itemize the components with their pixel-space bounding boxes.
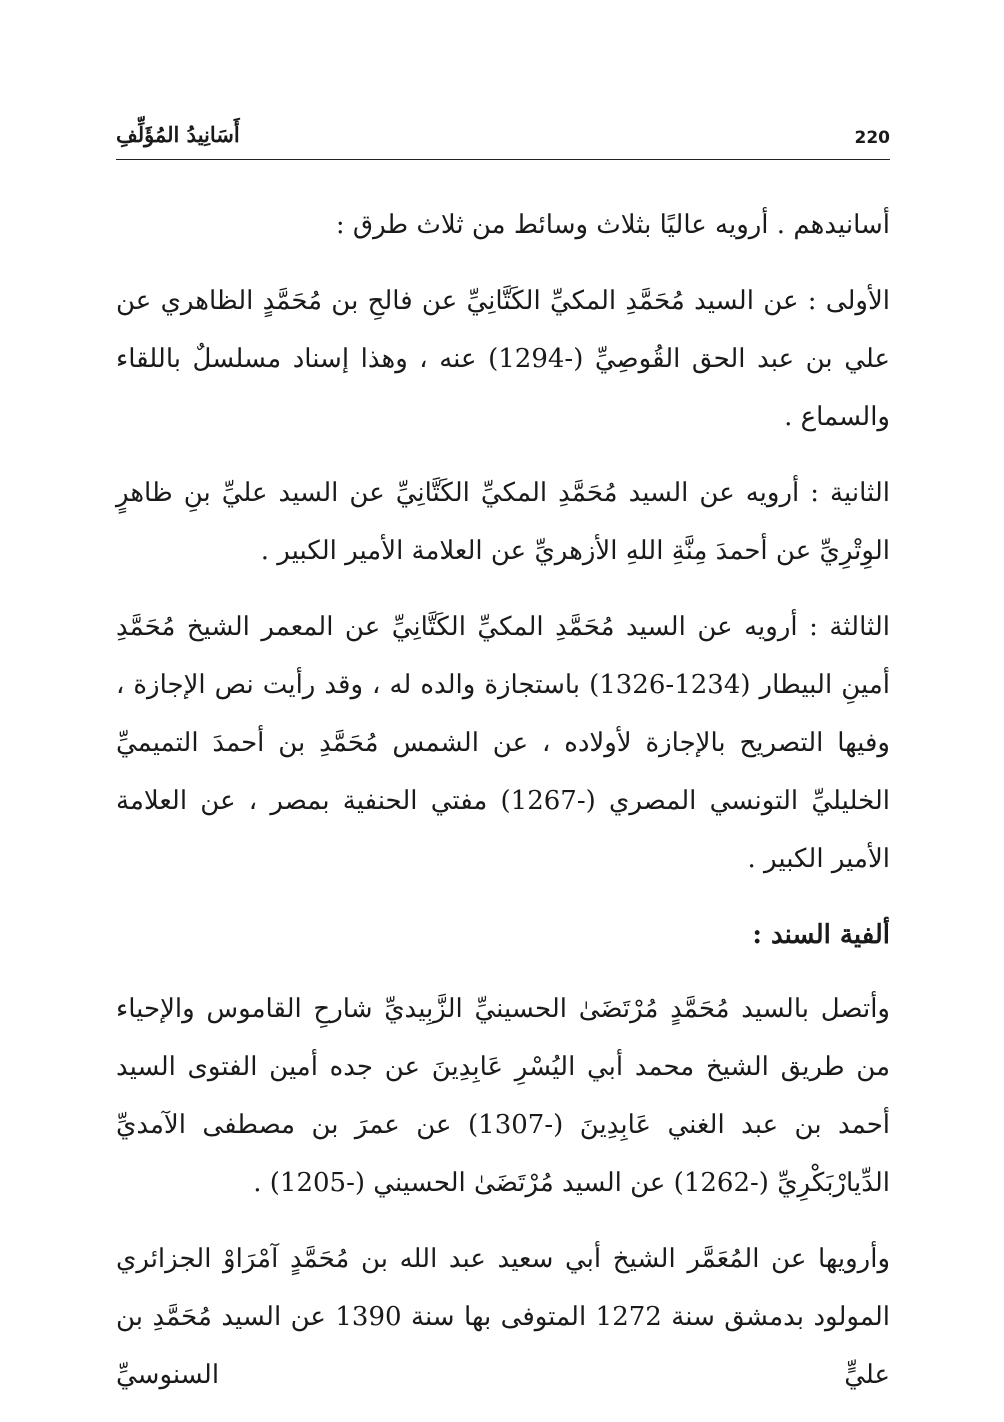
header-rule bbox=[116, 159, 890, 160]
running-title: أَسَانِيدُ المُؤَلِّفِ bbox=[116, 122, 240, 147]
paragraph-second-route: الثانية : أرويه عن السيد مُحَمَّدِ المكيِّ الكَتَّانِيِّ عن السيد عليِّ بنِ ظاهرٍ الوِتْرِيِّ عن أحمدَ مِنَّةِ اللهِ الأزهريِّ عن العلامة الأمير الكبير . bbox=[116, 478, 890, 566]
document-page bbox=[116, 0, 890, 1417]
paragraph-intro: أسانيدهم . أرويه عاليًا بثلاث وسائط من ثلاث طرق : bbox=[335, 210, 890, 240]
paragraph-murtada-chain: وأتصل بالسيد مُحَمَّدٍ مُرْتَضَىٰ الحسينيِّ الزَّبِيديِّ شارحِ القاموس والإحياء من طريق الشيخ محمد أبي اليُسْرِ عَابِدِينَ عن جده أمين الفتوى السيد أحمد بن عبد الغني عَابِدِينَ (-1307) عن عمرَ بن مصطفى الآمديِّ الدِّيارْبَكْرِيِّ (-1262) عن السيد مُرْتَضَىٰ الحسيني (-1205) . bbox=[116, 994, 890, 1198]
paragraph-first-route: الأولى : عن السيد مُحَمَّدِ المكيِّ الكَتَّانِيِّ عن فالحِ بن مُحَمَّدٍ الظاهري عن علي بن عبد الحق القُوصِيِّ (-1294) عنه ، وهذا إسناد مسلسلٌ باللقاء والسماع . bbox=[116, 286, 891, 432]
paragraph-third-route: الثالثة : أرويه عن السيد مُحَمَّدِ المكيِّ الكَتَّانِيِّ عن المعمر الشيخ مُحَمَّدِ أمينِ البيطار (1234-1326) باستجازة والده له ، وقد رأيت نص الإجازة ، وفيها التصريح بالإجازة لأولاده ، عن الشمس مُحَمَّدِ بن أحمدَ التميميِّ الخليليِّ التونسي المصري (-1267) مفتي الحنفية بمصر ، عن العلامة الأمير الكبير . bbox=[116, 612, 890, 874]
paragraph-amrao-chain: وأرويها عن المُعَمَّر الشيخ أبي سعيد عبد الله بن مُحَمَّدٍ آمْرَاوْ الجزائري المولود بدمشق سنة 1272 المتوفى بها سنة 1390 عن السيد مُحَمَّدِ بن عليٍّ السنوسيِّ bbox=[116, 1244, 890, 1390]
page-number: 220 bbox=[854, 128, 890, 148]
section-heading: ألفية السند : bbox=[752, 920, 890, 950]
page-header bbox=[116, 118, 890, 160]
body-text bbox=[116, 196, 890, 1422]
